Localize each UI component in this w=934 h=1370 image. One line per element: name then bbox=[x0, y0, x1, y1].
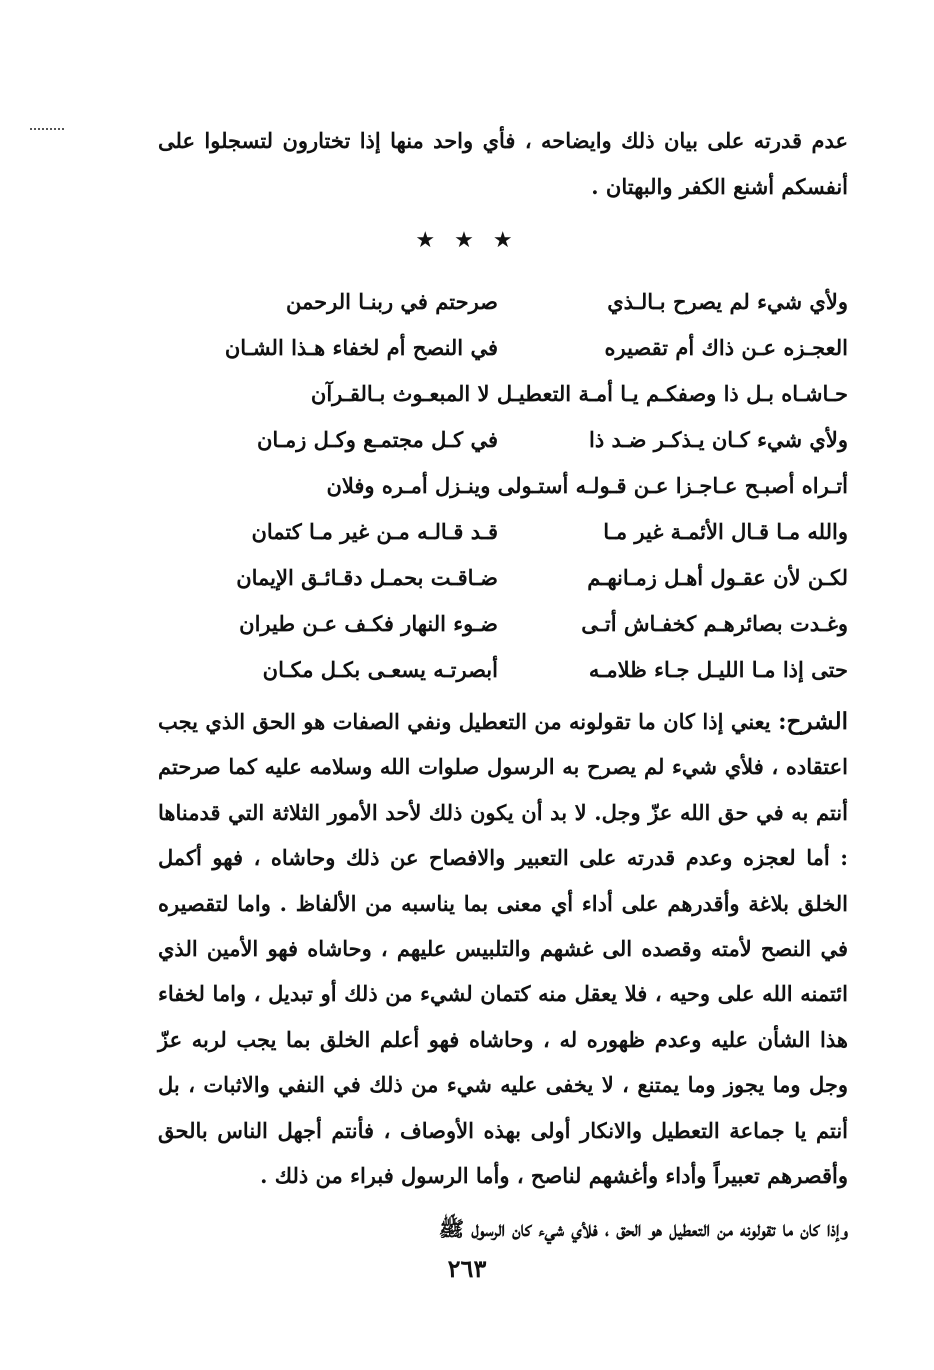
verse-first-hemistich: ولأي شيء كـان يـذكـر ضـد ذا bbox=[588, 427, 848, 452]
verse-second-hemistich: في النصح أم لخفاء هـذا الشـان bbox=[224, 335, 498, 360]
poem-verse bbox=[158, 555, 848, 601]
continuation-paragraph: وإذا كان ما تقولونه من التعطيل هو الحق ، فلأي شيء كان الرسول ﷺ bbox=[438, 1216, 848, 1241]
verse-second-hemistich: ضـوء النهار فكـف عـن طيران bbox=[239, 611, 498, 636]
verse-first-hemistich: العجـزه عـن ذاك أم تقصيره bbox=[604, 335, 848, 360]
commentary-label: الشرح: bbox=[778, 708, 849, 735]
poem-verse bbox=[158, 325, 848, 371]
poem bbox=[158, 279, 848, 693]
poem-verse bbox=[158, 601, 848, 647]
verse-first-hemistich: ولأي شيء لم يصرح بـالـذي bbox=[607, 289, 848, 314]
verse-full-line: حـاشـاه بـل ذا وصفكـم يـا أمـة التعطيـل لا المبعـوث بـالقـرآن bbox=[310, 381, 848, 406]
poem-verse bbox=[158, 647, 848, 693]
verse-second-hemistich: قـد قـالـه مـن غير مـا كتمان bbox=[251, 519, 498, 544]
commentary-paragraph bbox=[158, 699, 848, 1198]
verse-first-hemistich: والله مـا قـال الأئمـة غير مـا bbox=[603, 519, 848, 544]
poem-verse bbox=[158, 509, 848, 555]
verse-first-hemistich: وغـدت بصائرهـم كخفـاش أتـى bbox=[581, 611, 848, 636]
verse-second-hemistich: في كـل مجتمـع وكـل زمـان bbox=[256, 427, 498, 452]
intro-paragraph: عدم قدرته على بيان ذلك وايضاحه ، فأي واحد منها إذا تختارون لتسجلوا على أنفسكم أشنع الكفر والبهتان . bbox=[158, 128, 848, 199]
margin-mark bbox=[30, 128, 64, 130]
verse-first-hemistich: لكـن لأن عقـول أهـل زمـانهـم bbox=[587, 565, 848, 590]
commentary-text: يعني إذا كان ما تقولونه من التعطيل ونفي الصفات هو الحق الذي يجب اعتقاده ، فلأي شيء لم يصرح به الرسول صلوات الله وسلامه عليه كما صرحتم أنتم به في حق الله عزّ وجل. لا بد أن يكون ذلك لأحد الأمور الثلاثة التي قدمناها : أما لعجزه وعدم قدرته على التعبير والافصاح عن ذلك وحاشاه ، فهو أكمل الخلق بلاغة وأقدرهم على أداء أي معنى بما يناسبه من الألفاظ . واما لتقصيره في النصح لأمته وقصده الى غشهم والتلبيس عليهم ، وحاشاه فهو الأمين الذي ائتمنه الله على وحيه ، فلا يعقل منه كتمان لشيء من ذلك أو تبديل ، واما لخفاء هذا الشأن عليه وعدم ظهوره له ، وحاشاه فهو أعلم الخلق بما يجب لربه عزّ وجل وما يجوز وما يمتنع ، لا يخفى عليه شيء من ذلك في النفي والاثبات ، بل أنتم يا جماعة التعطيل والانكار أولى بهذه الأوصاف ، فأنتم أجهل الناس بالحق وأقصرهم تعبيراً وأداء وأغشهم لناصح ، وأما الرسول فبراء من ذلك . bbox=[158, 709, 848, 1189]
verse-second-hemistich: صرحتم في ربنـا الرحمن bbox=[286, 289, 498, 314]
verse-second-hemistich: ضـاقـت بحمـل دقـائـق الإيمان bbox=[236, 565, 498, 590]
poem-verse bbox=[158, 279, 848, 325]
verse-second-hemistich: أبصرتـه يسعـى بكـل مكـان bbox=[262, 657, 498, 682]
poem-verse bbox=[158, 417, 848, 463]
verse-first-hemistich: حتى إذا مـا الليـل جـاء ظلامـه bbox=[588, 657, 848, 682]
poem-verse bbox=[158, 463, 848, 509]
poem-verse bbox=[158, 371, 848, 417]
section-separator: ★ ★ ★ bbox=[415, 228, 519, 253]
page-number: ٢٦٣ bbox=[447, 1254, 487, 1283]
verse-full-line: أتـراه أصبـح عـاجـزا عـن قـولـه أستـولى وينـزل أمـره وفلان bbox=[326, 473, 848, 498]
